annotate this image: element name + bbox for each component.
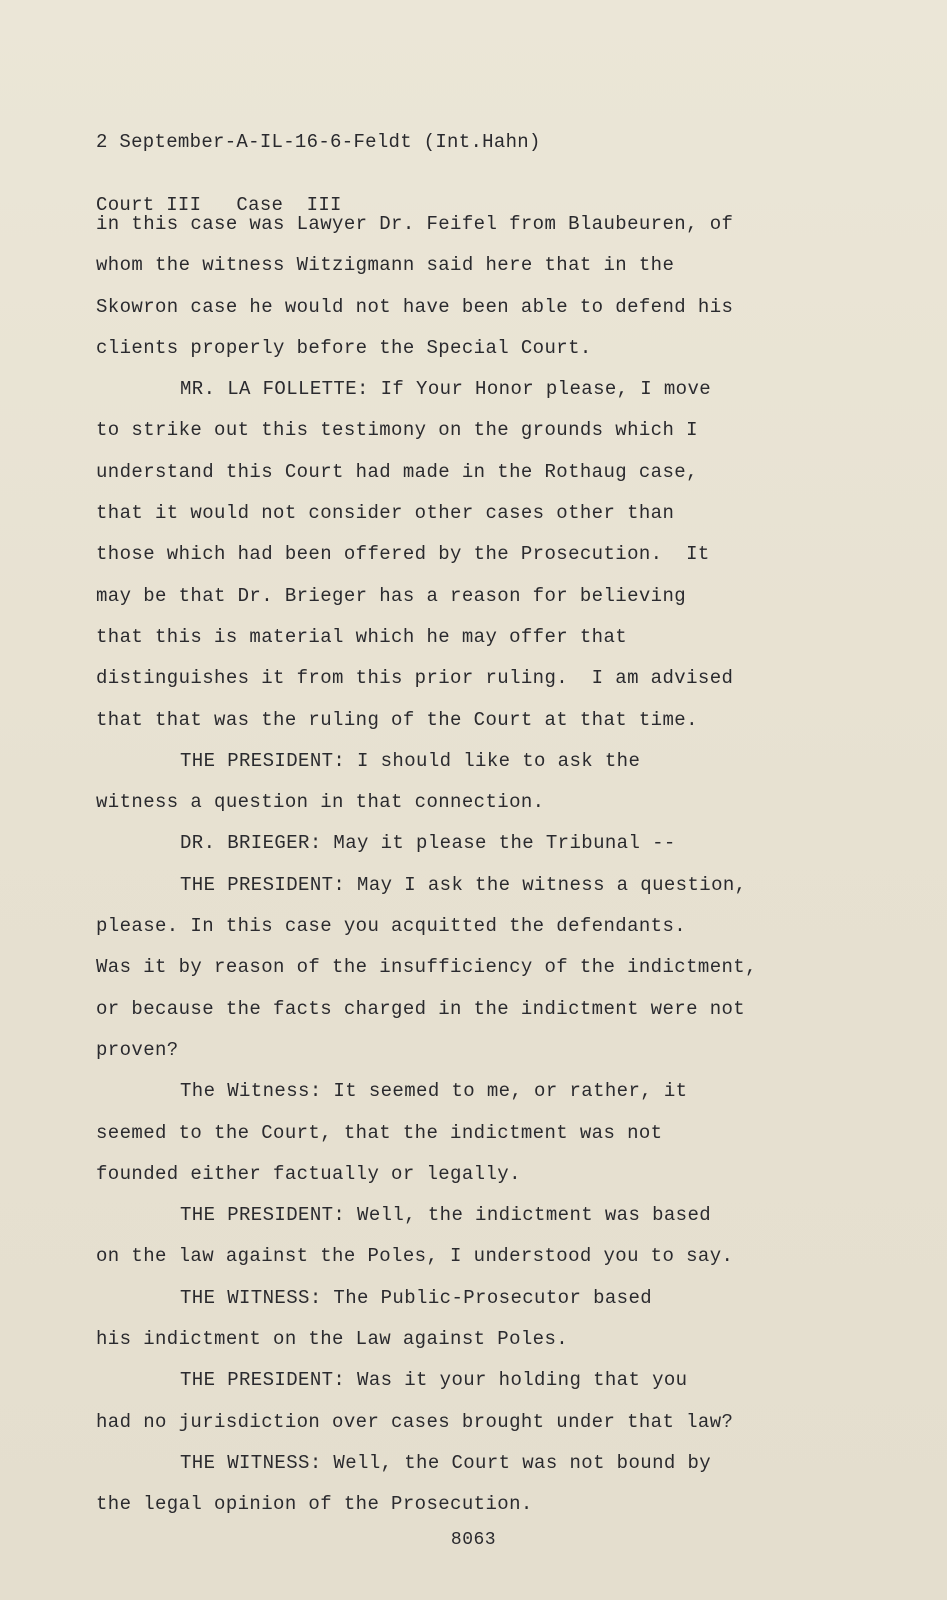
- transcript-line: that that was the ruling of the Court at that time.: [96, 708, 698, 731]
- transcript-line-speaker: THE WITNESS: The Public-Prosecutor based: [180, 1286, 653, 1309]
- transcript-line: founded either factually or legally.: [96, 1162, 521, 1185]
- transcript-line-speaker: THE PRESIDENT: May I ask the witness a question,: [180, 873, 747, 896]
- transcript-line: please. In this case you acquitted the defendants.: [96, 915, 687, 938]
- transcript-line: that this is material which he may offer that: [96, 625, 628, 648]
- transcript-line: understand this Court had made in the Rothaug case,: [96, 460, 698, 483]
- transcript-line: whom the witness Witzigmann said here that in the: [96, 254, 675, 277]
- transcript-line-speaker: DR. BRIEGER: May it please the Tribunal --: [180, 832, 676, 855]
- transcript-line: seemed to the Court, that the indictment was not: [96, 1121, 663, 1144]
- transcript-line-speaker: THE WITNESS: Well, the Court was not bound by: [180, 1451, 712, 1474]
- transcript-line-speaker: The Witness: It seemed to me, or rather, it: [180, 1080, 688, 1103]
- transcript-line: proven?: [96, 1038, 179, 1061]
- header-line-court: Court III Case III: [96, 194, 342, 216]
- transcript-line: clients properly before the Special Court.: [96, 336, 592, 359]
- page-number: 8063: [450, 1530, 497, 1550]
- transcript-line-speaker: MR. LA FOLLETTE: If Your Honor please, I move: [180, 378, 712, 401]
- transcript-line: that it would not consider other cases other than: [96, 502, 675, 525]
- transcript-line: had no jurisdiction over cases brought under that law?: [96, 1410, 734, 1433]
- transcript-line: on the law against the Poles, I understood you to say.: [96, 1245, 734, 1268]
- transcript-line: in this case was Lawyer Dr. Feifel from Blaubeuren, of: [96, 213, 734, 235]
- transcript-line: his indictment on the Law against Poles.: [96, 1328, 569, 1351]
- transcript-line-speaker: THE PRESIDENT: Was it your holding that you: [180, 1369, 688, 1392]
- transcript-line: Was it by reason of the insufficiency of the indictment,: [96, 956, 757, 979]
- transcript-line: witness a question in that connection.: [96, 791, 545, 814]
- transcript-line: those which had been offered by the Prosecution. It: [96, 543, 710, 566]
- transcript-body: [96, 210, 796, 1532]
- transcript-line: may be that Dr. Brieger has a reason for believing: [96, 584, 687, 607]
- transcript-line: the legal opinion of the Prosecution.: [96, 1493, 533, 1516]
- transcript-line: Skowron case he would not have been able to defend his: [96, 295, 734, 318]
- header-line-session: 2 September-A-IL-16-6-Feldt (Int.Hahn): [96, 131, 541, 153]
- transcript-line-speaker: THE PRESIDENT: I should like to ask the: [180, 749, 641, 772]
- transcript-line: or because the facts charged in the indictment were not: [96, 997, 746, 1020]
- transcript-line: to strike out this testimony on the grounds which I: [96, 419, 698, 442]
- transcript-line: distinguishes it from this prior ruling. I am advised: [96, 667, 734, 690]
- transcript-line-speaker: THE PRESIDENT: Well, the indictment was based: [180, 1204, 712, 1227]
